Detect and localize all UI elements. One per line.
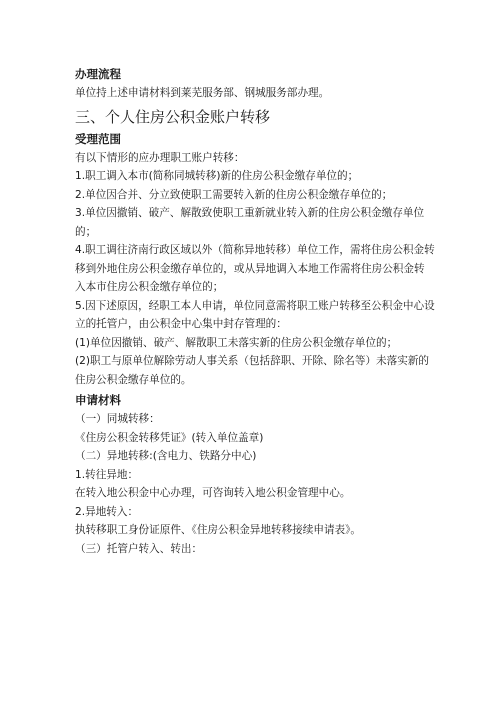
- process-heading: 办理流程: [75, 67, 121, 81]
- materials-paragraph: （二）异地转移:(含电力、铁路分中心): [75, 450, 257, 462]
- section-title: 三、个人住房公积金账户转移: [75, 107, 271, 126]
- scope-paragraph: 2.单位因合并、分立致使职工需要转入新的住房公积金缴存单位的；: [75, 188, 393, 201]
- scope-paragraph: (2)职工与原单位解除劳动人事关系（包括辞职、开除、除名等）未落实新的住房公积金缴存单位的。: [75, 355, 430, 386]
- scope-paragraph: 1.职工调入本市(简称同城转移)新的住房公积金缴存单位的；: [75, 170, 359, 182]
- document-content: [75, 63, 435, 558]
- materials-paragraph: 2.异地转入：: [75, 505, 139, 518]
- scope-heading: 受理范围: [75, 131, 121, 146]
- materials-paragraph: 执转移职工身份证原件、《住房公积金异地转移接续申请表》。: [75, 524, 362, 536]
- materials-heading: 申请材料: [75, 393, 121, 407]
- materials-paragraph: （三）托管户转入、转出：: [75, 542, 203, 555]
- materials-body: [75, 410, 435, 558]
- process-text: 单位持上述申请材料到莱芜服务部、钢城服务部办理。: [75, 87, 330, 99]
- scope-body: [75, 149, 435, 390]
- materials-paragraph: 《住房公积金转移凭证》(转入单位盖章): [75, 431, 264, 444]
- scope-paragraph: 有以下情形的应办理职工账户转移：: [75, 151, 245, 164]
- scope-paragraph: 5.因下述原因，经职工本人申请，单位同意需将职工账户转移至公积金中心设立的托管户，由公积金中心集中封存管理的：: [75, 299, 435, 330]
- materials-paragraph: 在转入地公积金中心办理，可咨询转入地公积金管理中心。: [75, 487, 351, 499]
- scope-paragraph: (1)单位因撤销、破产、解散职工未落实新的住房公积金缴存单位的；: [75, 336, 398, 349]
- scope-paragraph: 3.单位因撤销、破产、解散致使职工重新就业转入新的住房公积金缴存单位的；: [75, 207, 425, 238]
- materials-paragraph: 1.转往异地：: [75, 468, 139, 481]
- scope-paragraph: 4.职工调往济南行政区域以外（简称异地转移）单位工作，需将住房公积金转移到外地住房公积金缴存单位的，或从异地调入本地工作需将住房公积金转入本市住房公积金缴存单位的；: [75, 244, 435, 293]
- materials-paragraph: （一）同城转移：: [75, 413, 160, 425]
